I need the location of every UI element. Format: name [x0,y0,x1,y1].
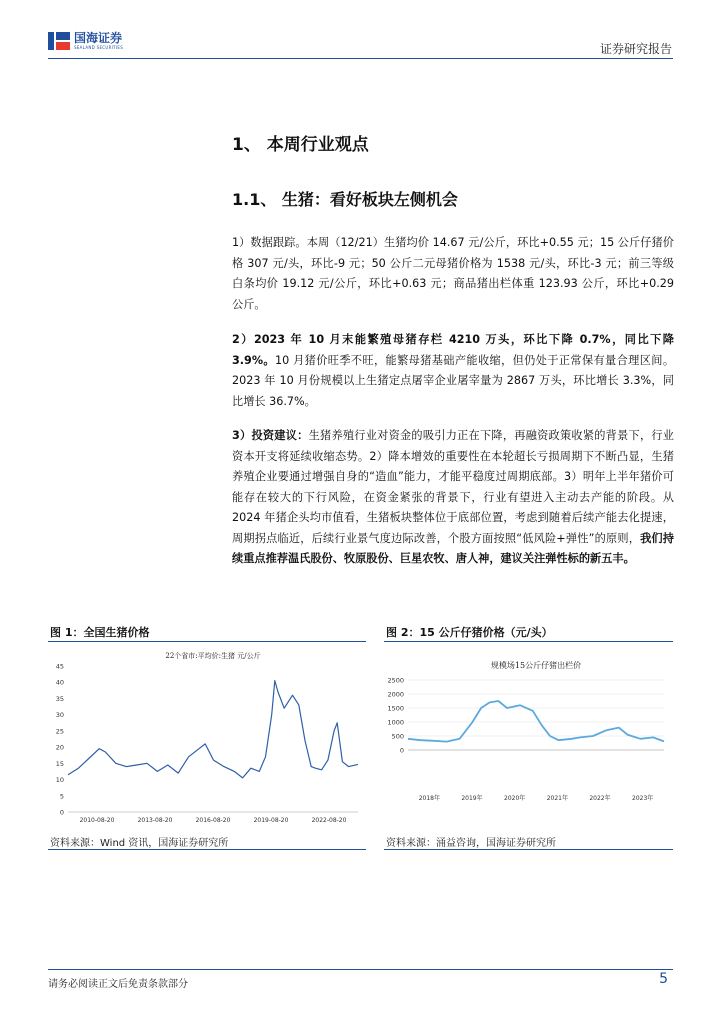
y-tick-label: 1000 [387,718,404,727]
y-tick-label: 35 [55,694,64,703]
header-divider [48,58,673,59]
paragraph-investment-advice [232,426,674,570]
figure2-source-rule [384,849,673,850]
paragraph-sow-inventory-bold: 2）2023 年 10 月末能繁殖母猪存栏 4210 万头，环比下降 0.7%，同比下降 3.9%。 [232,333,674,367]
y-tick-label: 45 [55,662,64,671]
x-tick-label: 2021年 [546,795,568,802]
y-tick-label: 2000 [387,690,404,699]
y-tick-label: 15 [55,759,64,768]
logo-text: 国海证券 [74,31,123,45]
paragraph-investment-recommendation: 我们持续重点推荐温氏股份、牧原股份、巨星农牧、唐人神，建议关注弹性标的新五丰。 [232,531,674,565]
y-tick-label: 20 [55,743,64,752]
section-heading: 1、 本周行业观点 [232,135,369,155]
x-tick-label: 2018年 [418,795,440,802]
y-tick-label: 2500 [387,676,404,685]
hog-price-chart [48,646,366,826]
figure1-chart [48,646,366,830]
y-tick-label: 30 [55,711,64,720]
series-line [68,681,358,778]
y-tick-label: 40 [55,678,64,687]
chart-title: 规模场15公斤仔猪出栏价 [490,661,582,670]
figure2-source: 资料来源：涌益咨询，国海证券研究所 [386,838,556,849]
figure1-title-rule [48,641,366,642]
figure2-title: 图 2：15 公斤仔猪价格（元/头） [386,626,553,639]
figure1-source: 资料来源：Wind 资讯，国海证券研究所 [50,838,229,849]
x-tick-label: 2022年 [589,795,611,802]
company-logo [48,30,123,52]
series-line [408,701,664,742]
figure1-source-rule [48,849,366,850]
y-tick-label: 0 [399,746,404,755]
y-tick-label: 5 [59,792,64,801]
figure2-title-rule [384,641,673,642]
logo-mark-icon [48,30,70,52]
page-number: 5 [659,971,668,987]
paragraph-sow-inventory-body: 10 月猪价旺季不旺，能繁母猪基础产能收缩，但仍处于正常保有量合理区间。2023 年 10 月份规模以上生猪定点屠宰企业屠宰量为 2867 万头，环比增长 3.3%，同比增长 36.7%。 [232,353,675,408]
figure1-title: 图 1：全国生猪价格 [50,626,150,639]
piglet-price-chart [384,646,673,826]
y-tick-label: 0 [59,808,64,817]
y-tick-label: 1500 [387,704,404,713]
x-tick-label: 2022-08-20 [311,817,347,824]
paragraph-investment-label: 3）投资建议： [232,429,309,442]
y-tick-label: 500 [391,732,404,741]
y-tick-label: 10 [55,776,64,785]
y-tick-label: 25 [55,727,64,736]
x-tick-label: 2010-08-20 [79,817,115,824]
subsection-heading: 1.1、 生猪：看好板块左侧机会 [232,190,458,209]
paragraph-sow-inventory [232,330,674,412]
x-tick-label: 2020年 [504,795,526,802]
report-type: 证券研究报告 [599,42,672,56]
x-tick-label: 2023年 [632,795,654,802]
footer-divider [48,969,673,970]
x-tick-label: 2019年 [461,795,483,802]
chart-title: 22个省市:平均价:生猪 元/公斤 [165,652,261,660]
x-tick-label: 2016-08-20 [195,817,231,824]
disclaimer-note: 请务必阅读正文后免责条款部分 [48,979,188,990]
figure2-chart [384,646,673,830]
x-tick-label: 2019-08-20 [253,817,289,824]
x-tick-label: 2013-08-20 [137,817,173,824]
paragraph-investment-body: 生猪养殖行业对资金的吸引力正在下降，再融资政策收紧的背景下，行业资本开支将延续收缩态势。2）降本增效的重要性在本轮超长亏损周期下不断凸显，生猪养殖企业要通过增强自身的“造血”能力，才能平稳度过周期底部。3）明年上半年猪价可能存在较大的下行风险，在资金紧张的背景下，行业有望进入主动去产能的阶段。从 2024 年猪企头均市值看，生猪板块整体位于底部位置，考虑到随着后续产能去化提速，周期拐点临近，后续行业景气度边际改善，个股方面按照“低风险+弹性”的原则， [232,429,674,545]
logo-subtext: SEALAND SECURITIES [74,45,124,50]
paragraph-data-tracking: 1）数据跟踪。本周（12/21）生猪均价 14.67 元/公斤，环比+0.55 元；15 公斤仔猪价格 307 元/头，环比-9 元；50 公斤二元母猪价格为 1538 元/头，环比-3 元；前三等级白条均价 19.12 元/公斤，环比+0.63 元；商品猪出栏体重 123.93 公斤，环比+0.29 公斤。 [232,236,674,311]
